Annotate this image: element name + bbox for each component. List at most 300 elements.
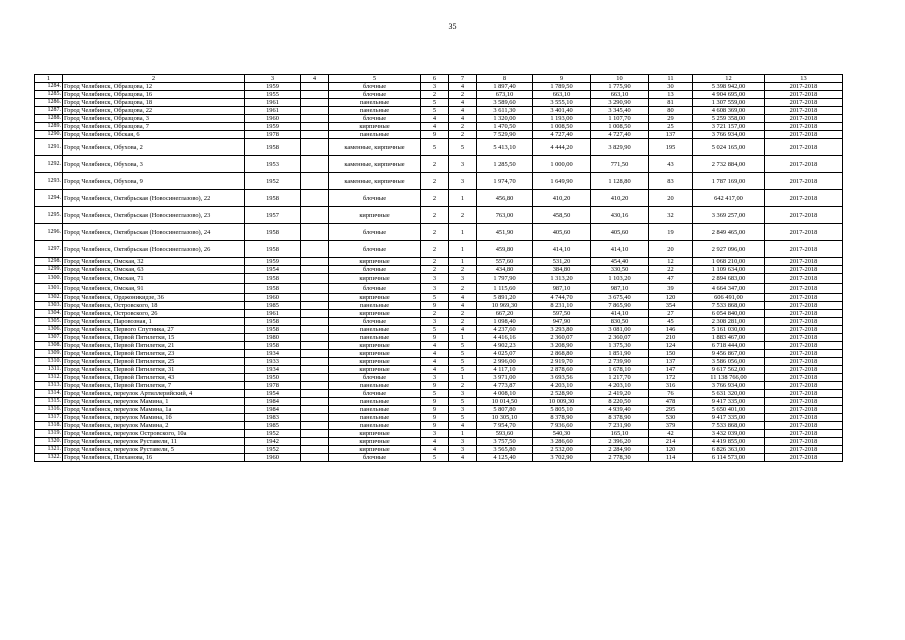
row-number-cell: 1291. [35, 139, 63, 156]
residential-area-cell: 1 107,70 [591, 115, 649, 123]
wall-material-cell: кирпичные [329, 258, 421, 266]
cost-cell: 1 883 467,00 [693, 334, 765, 342]
entrances-cell: 5 [449, 366, 477, 374]
total-area-cell: 5 891,20 [477, 294, 533, 302]
row-number-cell: 1309. [35, 350, 63, 358]
address-cell: Город Челябинск, Первой Пятилетки, 23 [63, 350, 245, 358]
wall-material-cell: блочные [329, 454, 421, 462]
floors-cell: 3 [421, 284, 449, 294]
period-cell: 2017-2018 [765, 422, 843, 430]
residential-area-cell: 1 103,20 [591, 274, 649, 284]
row-number-cell: 1285. [35, 91, 63, 99]
period-cell: 2017-2018 [765, 302, 843, 310]
total-area-cell: 4 125,40 [477, 454, 533, 462]
total-area-cell: 3 757,50 [477, 438, 533, 446]
period-cell: 2017-2018 [765, 318, 843, 326]
page-number: 35 [448, 22, 457, 31]
period-cell: 2017-2018 [765, 430, 843, 438]
table-row [35, 207, 843, 224]
total-area-cell: 5 413,10 [477, 139, 533, 156]
residents-cell: 214 [649, 438, 693, 446]
entrances-cell: 3 [449, 406, 477, 414]
total-area-cell: 4 237,60 [477, 326, 533, 334]
living-area-cell: 531,20 [533, 258, 591, 266]
floors-cell: 3 [421, 430, 449, 438]
residential-area-cell: 987,10 [591, 284, 649, 294]
residents-cell: 42 [649, 430, 693, 438]
table-row [35, 107, 843, 115]
address-cell: Город Челябинск, Омская, 91 [63, 284, 245, 294]
wall-material-cell: блочные [329, 83, 421, 91]
year-cell: 1959 [245, 258, 301, 266]
address-cell: Город Челябинск, Первой Пятилетки, 43 [63, 374, 245, 382]
entrances-cell: 2 [449, 131, 477, 139]
residents-cell: 80 [649, 107, 693, 115]
address-cell: Город Челябинск, Октябрьская (Новосинеглазово), 26 [63, 241, 245, 258]
living-area-cell: 8 378,90 [533, 414, 591, 422]
row-number-cell: 1319. [35, 430, 63, 438]
year-cell: 1958 [245, 342, 301, 350]
residential-area-cell: 3 081,00 [591, 326, 649, 334]
entrances-cell: 2 [449, 91, 477, 99]
cost-cell: 2 732 884,00 [693, 156, 765, 173]
total-area-cell: 434,80 [477, 266, 533, 274]
table-row [35, 83, 843, 91]
entrances-cell: 1 [449, 430, 477, 438]
header-cell: 13 [765, 75, 843, 83]
total-area-cell: 1 115,60 [477, 284, 533, 294]
total-area-cell: 4 117,10 [477, 366, 533, 374]
row-number-cell: 1316. [35, 406, 63, 414]
table-row [35, 414, 843, 422]
table-row [35, 406, 843, 414]
residents-cell: 147 [649, 366, 693, 374]
floors-cell: 2 [421, 266, 449, 274]
wall-material-cell: панельные [329, 302, 421, 310]
empty-cell [301, 139, 329, 156]
entrances-cell: 3 [449, 173, 477, 190]
period-cell: 2017-2018 [765, 123, 843, 131]
residents-cell: 354 [649, 302, 693, 310]
row-number-cell: 1312. [35, 374, 63, 382]
wall-material-cell: блочные [329, 115, 421, 123]
total-area-cell: 763,00 [477, 207, 533, 224]
living-area-cell: 663,10 [533, 91, 591, 99]
period-cell: 2017-2018 [765, 207, 843, 224]
cost-cell: 6 054 840,00 [693, 310, 765, 318]
floors-cell: 2 [421, 173, 449, 190]
residential-area-cell: 454,40 [591, 258, 649, 266]
header-cell: 4 [301, 75, 329, 83]
empty-cell [301, 358, 329, 366]
wall-material-cell: кирпичные [329, 438, 421, 446]
empty-cell [301, 406, 329, 414]
row-number-cell: 1300. [35, 274, 63, 284]
floors-cell: 9 [421, 302, 449, 310]
wall-material-cell: блочные [329, 374, 421, 382]
wall-material-cell: панельные [329, 326, 421, 334]
residents-cell: 150 [649, 350, 693, 358]
address-cell: Город Челябинск, Первого Спутника, 27 [63, 326, 245, 334]
floors-cell: 4 [421, 342, 449, 350]
entrances-cell: 4 [449, 294, 477, 302]
residential-area-cell: 8 220,50 [591, 398, 649, 406]
residents-cell: 45 [649, 318, 693, 326]
address-cell: Город Челябинск, Первой Пятилетки, 31 [63, 366, 245, 374]
row-number-cell: 1301. [35, 284, 63, 294]
total-area-cell: 1 285,50 [477, 156, 533, 173]
table-row [35, 123, 843, 131]
table-row [35, 350, 843, 358]
period-cell: 2017-2018 [765, 107, 843, 115]
floors-cell: 9 [421, 422, 449, 430]
year-cell: 1984 [245, 398, 301, 406]
table-row [35, 294, 843, 302]
living-area-cell: 3 555,10 [533, 99, 591, 107]
residents-cell: 195 [649, 139, 693, 156]
year-cell: 1959 [245, 83, 301, 91]
residential-area-cell: 430,16 [591, 207, 649, 224]
cost-cell: 6 826 363,00 [693, 446, 765, 454]
entrances-cell: 2 [449, 318, 477, 326]
wall-material-cell: кирпичные [329, 446, 421, 454]
floors-cell: 5 [421, 107, 449, 115]
year-cell: 1953 [245, 156, 301, 173]
residents-cell: 76 [649, 390, 693, 398]
period-cell: 2017-2018 [765, 115, 843, 123]
floors-cell: 9 [421, 406, 449, 414]
empty-cell [301, 91, 329, 99]
cost-cell: 9 417 335,00 [693, 414, 765, 422]
wall-material-cell: каменные, кирпичные [329, 173, 421, 190]
floors-cell: 2 [421, 310, 449, 318]
total-area-cell: 3 971,00 [477, 374, 533, 382]
header-cell: 2 [63, 75, 245, 83]
wall-material-cell: кирпичные [329, 342, 421, 350]
floors-cell: 4 [421, 350, 449, 358]
floors-cell: 2 [421, 207, 449, 224]
period-cell: 2017-2018 [765, 438, 843, 446]
year-cell: 1958 [245, 139, 301, 156]
cost-cell: 2 927 096,00 [693, 241, 765, 258]
row-number-cell: 1292. [35, 156, 63, 173]
residential-area-cell: 2 739,90 [591, 358, 649, 366]
residents-cell: 29 [649, 115, 693, 123]
address-cell: Город Челябинск, Образцова, 3 [63, 115, 245, 123]
total-area-cell: 4 773,87 [477, 382, 533, 390]
entrances-cell: 2 [449, 310, 477, 318]
cost-cell: 4 664 347,00 [693, 284, 765, 294]
entrances-cell: 3 [449, 390, 477, 398]
header-cell: 10 [591, 75, 649, 83]
table-row [35, 241, 843, 258]
residents-cell: 295 [649, 406, 693, 414]
residential-area-cell: 8 378,90 [591, 414, 649, 422]
total-area-cell: 4 416,16 [477, 334, 533, 342]
address-cell: Город Челябинск, переулок Мамина, 1а [63, 406, 245, 414]
cost-cell: 3 586 056,00 [693, 358, 765, 366]
wall-material-cell: каменные, кирпичные [329, 156, 421, 173]
cost-cell: 1 068 210,00 [693, 258, 765, 266]
table-row [35, 454, 843, 462]
living-area-cell: 2 919,70 [533, 358, 591, 366]
row-number-cell: 1311. [35, 366, 63, 374]
wall-material-cell: блочные [329, 390, 421, 398]
cost-cell: 3 721 157,00 [693, 123, 765, 131]
residents-cell: 172 [649, 374, 693, 382]
floors-cell: 4 [421, 366, 449, 374]
address-cell: Город Челябинск, Омская, 32 [63, 258, 245, 266]
residents-cell: 478 [649, 398, 693, 406]
empty-cell [301, 414, 329, 422]
living-area-cell: 3 286,60 [533, 438, 591, 446]
period-cell: 2017-2018 [765, 342, 843, 350]
table-row [35, 374, 843, 382]
cost-cell: 9 417 335,00 [693, 398, 765, 406]
living-area-cell: 2 528,90 [533, 390, 591, 398]
cost-cell: 4 419 855,00 [693, 438, 765, 446]
year-cell: 1978 [245, 382, 301, 390]
empty-cell [301, 190, 329, 207]
row-number-cell: 1314. [35, 390, 63, 398]
period-cell: 2017-2018 [765, 294, 843, 302]
floors-cell: 3 [421, 83, 449, 91]
row-number-cell: 1317. [35, 414, 63, 422]
cost-cell: 5 650 401,00 [693, 406, 765, 414]
period-cell: 2017-2018 [765, 241, 843, 258]
cost-cell: 2 894 683,00 [693, 274, 765, 284]
period-cell: 2017-2018 [765, 398, 843, 406]
header-cell: 12 [693, 75, 765, 83]
period-cell: 2017-2018 [765, 374, 843, 382]
residential-area-cell: 4 727,40 [591, 131, 649, 139]
total-area-cell: 5 807,80 [477, 406, 533, 414]
entrances-cell: 4 [449, 99, 477, 107]
year-cell: 1961 [245, 99, 301, 107]
wall-material-cell: кирпичные [329, 207, 421, 224]
living-area-cell: 540,30 [533, 430, 591, 438]
empty-cell [301, 266, 329, 274]
total-area-cell: 1 974,70 [477, 173, 533, 190]
residents-cell: 19 [649, 224, 693, 241]
entrances-cell: 4 [449, 115, 477, 123]
residents-cell: 20 [649, 241, 693, 258]
year-cell: 1980 [245, 334, 301, 342]
row-number-cell: 1308. [35, 342, 63, 350]
address-cell: Город Челябинск, переулок Руставели, 11 [63, 438, 245, 446]
row-number-cell: 1286. [35, 99, 63, 107]
total-area-cell: 10 305,10 [477, 414, 533, 422]
period-cell: 2017-2018 [765, 366, 843, 374]
residents-cell: 43 [649, 156, 693, 173]
address-cell: Город Челябинск, Обухова, 3 [63, 156, 245, 173]
total-area-cell: 10 014,50 [477, 398, 533, 406]
cost-cell: 9 617 562,00 [693, 366, 765, 374]
year-cell: 1960 [245, 294, 301, 302]
total-area-cell: 2 996,00 [477, 358, 533, 366]
period-cell: 2017-2018 [765, 334, 843, 342]
year-cell: 1959 [245, 123, 301, 131]
wall-material-cell: кирпичные [329, 430, 421, 438]
empty-cell [301, 284, 329, 294]
header-cell: 5 [329, 75, 421, 83]
living-area-cell: 3 208,90 [533, 342, 591, 350]
empty-cell [301, 430, 329, 438]
residential-area-cell: 2 778,30 [591, 454, 649, 462]
living-area-cell: 4 744,70 [533, 294, 591, 302]
cost-cell: 6 114 573,00 [693, 454, 765, 462]
residential-area-cell: 2 396,20 [591, 438, 649, 446]
entrances-cell: 4 [449, 422, 477, 430]
entrances-cell: 1 [449, 374, 477, 382]
residential-area-cell: 405,60 [591, 224, 649, 241]
year-cell: 1952 [245, 430, 301, 438]
residential-area-cell: 1 775,90 [591, 83, 649, 91]
cost-cell: 5 161 030,00 [693, 326, 765, 334]
row-number-cell: 1322. [35, 454, 63, 462]
wall-material-cell: каменные, кирпичные [329, 139, 421, 156]
living-area-cell: 1 008,50 [533, 123, 591, 131]
empty-cell [301, 115, 329, 123]
empty-cell [301, 366, 329, 374]
entrances-cell: 1 [449, 190, 477, 207]
living-area-cell: 947,90 [533, 318, 591, 326]
residents-cell: 30 [649, 83, 693, 91]
empty-cell [301, 107, 329, 115]
residential-area-cell: 410,20 [591, 190, 649, 207]
table-row [35, 266, 843, 274]
row-number-cell: 1307. [35, 334, 63, 342]
empty-cell [301, 374, 329, 382]
residential-area-cell: 3 345,40 [591, 107, 649, 115]
residents-cell: 12 [649, 258, 693, 266]
residents-cell: 13 [649, 91, 693, 99]
living-area-cell: 1 313,20 [533, 274, 591, 284]
residents-cell: 32 [649, 207, 693, 224]
row-number-cell: 1304. [35, 310, 63, 318]
wall-material-cell: панельные [329, 107, 421, 115]
residential-area-cell: 2 360,07 [591, 334, 649, 342]
floors-cell: 9 [421, 398, 449, 406]
empty-cell [301, 294, 329, 302]
living-area-cell: 1 789,50 [533, 83, 591, 91]
floors-cell: 3 [421, 374, 449, 382]
period-cell: 2017-2018 [765, 99, 843, 107]
row-number-cell: 1289. [35, 123, 63, 131]
empty-cell [301, 99, 329, 107]
empty-cell [301, 123, 329, 131]
year-cell: 1942 [245, 438, 301, 446]
entrances-cell: 2 [449, 382, 477, 390]
table-row [35, 190, 843, 207]
address-cell: Город Челябинск, Первой Пятилетки, 25 [63, 358, 245, 366]
cost-cell: 2 308 281,00 [693, 318, 765, 326]
year-cell: 1958 [245, 318, 301, 326]
wall-material-cell: блочные [329, 318, 421, 326]
empty-cell [301, 156, 329, 173]
year-cell: 1957 [245, 207, 301, 224]
period-cell: 2017-2018 [765, 173, 843, 190]
address-cell: Город Челябинск, Островского, 26 [63, 310, 245, 318]
address-cell: Город Челябинск, Омская, 63 [63, 266, 245, 274]
wall-material-cell: кирпичные [329, 366, 421, 374]
table-row [35, 139, 843, 156]
address-cell: Город Челябинск, Образцова, 12 [63, 83, 245, 91]
living-area-cell: 384,80 [533, 266, 591, 274]
total-area-cell: 1 897,40 [477, 83, 533, 91]
empty-cell [301, 438, 329, 446]
entrances-cell: 2 [449, 123, 477, 131]
living-area-cell: 3 293,80 [533, 326, 591, 334]
address-cell: Город Челябинск, Омская, 71 [63, 274, 245, 284]
living-area-cell: 3 702,90 [533, 454, 591, 462]
residential-area-cell: 2 284,90 [591, 446, 649, 454]
empty-cell [301, 390, 329, 398]
table-row [35, 173, 843, 190]
period-cell: 2017-2018 [765, 91, 843, 99]
row-number-cell: 1297. [35, 241, 63, 258]
residents-cell: 124 [649, 342, 693, 350]
table-row [35, 326, 843, 334]
empty-cell [301, 207, 329, 224]
cost-cell: 9 456 867,00 [693, 350, 765, 358]
period-cell: 2017-2018 [765, 224, 843, 241]
address-cell: Город Челябинск, Октябрьская (Новосинеглазово), 22 [63, 190, 245, 207]
table-row [35, 131, 843, 139]
empty-cell [301, 173, 329, 190]
row-number-cell: 1294. [35, 190, 63, 207]
wall-material-cell: блочные [329, 241, 421, 258]
table-row [35, 422, 843, 430]
header-cell: 1 [35, 75, 63, 83]
year-cell: 1958 [245, 224, 301, 241]
year-cell: 1958 [245, 284, 301, 294]
table-row [35, 224, 843, 241]
residents-cell: 120 [649, 294, 693, 302]
floors-cell: 5 [421, 99, 449, 107]
floors-cell: 4 [421, 123, 449, 131]
cost-cell: 11 138 766,00 [693, 374, 765, 382]
cost-cell: 5 631 320,00 [693, 390, 765, 398]
year-cell: 1934 [245, 366, 301, 374]
total-area-cell: 3 589,60 [477, 99, 533, 107]
wall-material-cell: кирпичные [329, 123, 421, 131]
residents-cell: 137 [649, 358, 693, 366]
residents-cell: 22 [649, 266, 693, 274]
residential-area-cell: 1 217,70 [591, 374, 649, 382]
floors-cell: 9 [421, 334, 449, 342]
residents-cell: 114 [649, 454, 693, 462]
period-cell: 2017-2018 [765, 190, 843, 207]
residential-area-cell: 1 851,90 [591, 350, 649, 358]
living-area-cell: 414,10 [533, 241, 591, 258]
row-number-cell: 1315. [35, 398, 63, 406]
address-cell: Город Челябинск, Обухова, 9 [63, 173, 245, 190]
living-area-cell: 4 203,10 [533, 382, 591, 390]
period-cell: 2017-2018 [765, 83, 843, 91]
living-area-cell: 7 936,60 [533, 422, 591, 430]
total-area-cell: 1 320,00 [477, 115, 533, 123]
year-cell: 1958 [245, 190, 301, 207]
residential-area-cell: 330,50 [591, 266, 649, 274]
cost-cell: 606 491,00 [693, 294, 765, 302]
header-cell: 8 [477, 75, 533, 83]
entrances-cell: 1 [449, 224, 477, 241]
row-number-cell: 1306. [35, 326, 63, 334]
residential-area-cell: 4 203,10 [591, 382, 649, 390]
residential-area-cell: 771,50 [591, 156, 649, 173]
wall-material-cell: кирпичные [329, 358, 421, 366]
